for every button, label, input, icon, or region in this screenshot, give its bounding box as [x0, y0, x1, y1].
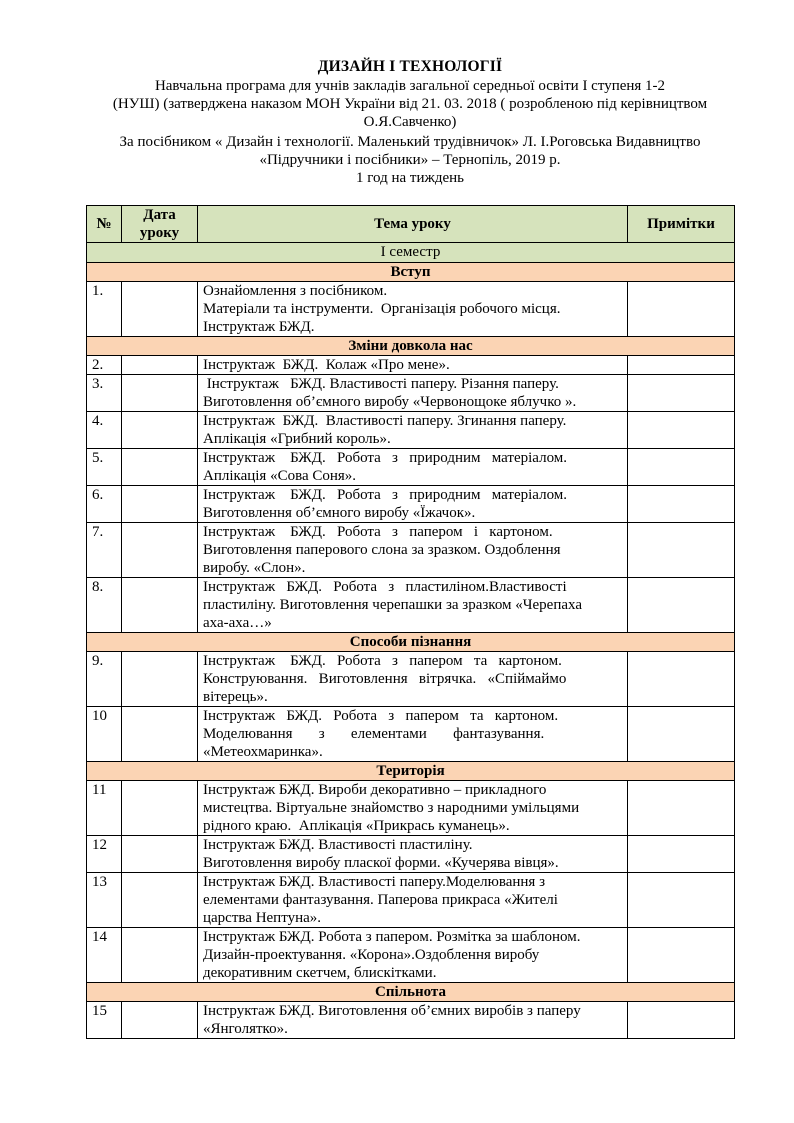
lesson-number: 1. — [87, 282, 122, 337]
lesson-topic-line: виробу. «Слон». — [203, 560, 306, 576]
lesson-notes-cell — [628, 523, 735, 578]
lesson-date-cell — [122, 449, 198, 486]
lesson-notes-cell — [628, 707, 735, 762]
lesson-topic-line: «Метеохмаринка». — [203, 744, 323, 760]
lesson-topic-line: Інструктаж БЖД. Робота з папером та картоном. — [203, 653, 562, 669]
lesson-date-cell — [122, 578, 198, 633]
lesson-row — [87, 523, 735, 578]
lesson-notes-cell — [628, 282, 735, 337]
lesson-topic-line: Інструктаж БЖД. Робота з папером та картоном. — [203, 708, 559, 724]
lesson-date-cell — [122, 282, 198, 337]
lesson-date-cell — [122, 652, 198, 707]
lesson-number: 5. — [87, 449, 122, 486]
lesson-notes-cell — [628, 578, 735, 633]
lesson-notes-cell — [628, 375, 735, 412]
lesson-topic-line: царства Нептуна». — [203, 910, 322, 926]
lesson-number: 11 — [87, 781, 122, 836]
lesson-topic-line: елементами фантазування. Паперова прикраса «Жителі — [203, 892, 558, 908]
section-row — [87, 633, 735, 652]
semester-row — [87, 243, 735, 263]
lesson-notes-cell — [628, 836, 735, 873]
lesson-number: 7. — [87, 523, 122, 578]
lesson-topic-line: Інструктаж БЖД. Властивості пластиліну. — [203, 837, 473, 853]
lesson-notes-cell — [628, 873, 735, 928]
document-title: ДИЗАЙН І ТЕХНОЛОГІЇ — [317, 58, 503, 75]
lesson-topic-line: мистецтва. Віртуальне знайомство з народними умільцями — [203, 800, 580, 816]
lesson-date-cell — [122, 781, 198, 836]
section-title: Вступ — [87, 263, 735, 282]
program-line-2: (НУШ) (затверджена наказом МОН України від 21. 03. 2018 ( розробленою під керівництвом — [112, 96, 708, 112]
lesson-number: 9. — [87, 652, 122, 707]
lesson-number: 15 — [87, 1002, 122, 1039]
lesson-topic-line: Інструктаж БЖД. Робота з природним матеріалом. — [203, 487, 568, 503]
section-title: Зміни довкола нас — [87, 337, 735, 356]
section-row — [87, 762, 735, 781]
textbook-line-1: За посібником « Дизайн і технології. Маленький трудівничок» Л. І.Роговська Видавництво — [119, 134, 701, 150]
lesson-date-cell — [122, 486, 198, 523]
lesson-row — [87, 781, 735, 836]
header-number: № — [87, 206, 122, 243]
lesson-topic — [198, 375, 628, 412]
lesson-row — [87, 412, 735, 449]
lesson-number: 4. — [87, 412, 122, 449]
header-topic: Тема уроку — [198, 206, 628, 243]
section-title: Територія — [87, 762, 735, 781]
lesson-topic-line: Аплікація «Сова Соня». — [203, 468, 357, 484]
lesson-topic — [198, 781, 628, 836]
lesson-topic-line: вітерець». — [203, 689, 268, 705]
section-title: Способи пізнання — [87, 633, 735, 652]
lesson-topic-line: Інструктаж БЖД. Властивості паперу. Різання паперу. — [203, 376, 559, 392]
lesson-date-cell — [122, 707, 198, 762]
lesson-notes-cell — [628, 412, 735, 449]
lesson-notes-cell — [628, 652, 735, 707]
lesson-number: 2. — [87, 356, 122, 375]
lesson-number: 14 — [87, 928, 122, 983]
program-line-3: О.Я.Савченко) — [363, 114, 457, 130]
lesson-topic-line: рідного краю. Аплікація «Прикрась куманець». — [203, 818, 510, 834]
semester-label: І семестр — [87, 243, 735, 263]
lesson-plan-table — [86, 205, 735, 1039]
lesson-number: 3. — [87, 375, 122, 412]
program-line-1: Навчальна програма для учнів закладів загальної середньої освіти І ступеня 1-2 — [154, 78, 666, 94]
textbook-line-2: «Підручники і посібники» – Тернопіль, 2019 р. — [259, 152, 561, 168]
lesson-topic — [198, 652, 628, 707]
lesson-date-cell — [122, 836, 198, 873]
lesson-notes-cell — [628, 781, 735, 836]
hours-per-week: 1 год на тиждень — [355, 170, 465, 186]
lesson-topic — [198, 1002, 628, 1039]
lesson-topic-line: Ознайомлення з посібником. — [203, 283, 388, 299]
lesson-topic-line: Матеріали та інструменти. Організація робочого місця. — [203, 301, 561, 317]
lesson-topic-line: Конструювання. Виготовлення вітрячка. «Спіймаймо — [203, 671, 567, 687]
lesson-date-cell — [122, 523, 198, 578]
lesson-topic — [198, 836, 628, 873]
lesson-topic-line: Виготовлення виробу пласкої форми. «Кучерява вівця». — [203, 855, 559, 871]
lesson-date-cell — [122, 412, 198, 449]
lesson-topic — [198, 873, 628, 928]
lesson-row — [87, 486, 735, 523]
lesson-topic — [198, 928, 628, 983]
lesson-topic-line: Інструктаж БЖД. Робота з папером і картоном. — [203, 524, 553, 540]
lesson-topic-line: Моделювання з елементами фантазування. — [203, 726, 545, 742]
lesson-row — [87, 652, 735, 707]
lesson-number: 12 — [87, 836, 122, 873]
lesson-topic-line: Інструктаж БЖД. — [203, 319, 315, 335]
lesson-row — [87, 578, 735, 633]
lesson-notes-cell — [628, 1002, 735, 1039]
lesson-date-cell — [122, 928, 198, 983]
lesson-row — [87, 707, 735, 762]
lesson-topic-line: Дизайн-проектування. «Корона».Оздоблення виробу — [203, 947, 540, 963]
table-header-row — [87, 206, 735, 243]
lesson-topic-line: Інструктаж БЖД. Робота з папером. Розмітка за шаблоном. — [203, 929, 581, 945]
lesson-notes-cell — [628, 928, 735, 983]
lesson-notes-cell — [628, 356, 735, 375]
lesson-topic-line: Виготовлення об’ємного виробу «Червонощоке яблучко ». — [203, 394, 577, 410]
section-title: Спільнота — [87, 983, 735, 1002]
header-notes: Примітки — [628, 206, 735, 243]
lesson-topic-line: Інструктаж БЖД. Властивості паперу.Моделювання з — [203, 874, 546, 890]
header-date: Дата уроку — [122, 206, 198, 243]
lesson-number: 13 — [87, 873, 122, 928]
lesson-topic-line: Інструктаж БЖД. Колаж «Про мене». — [203, 357, 450, 373]
lesson-topic — [198, 523, 628, 578]
lesson-notes-cell — [628, 486, 735, 523]
lesson-number: 8. — [87, 578, 122, 633]
lesson-topic-line: «Янголятко». — [203, 1021, 288, 1037]
lesson-notes-cell — [628, 449, 735, 486]
lesson-topic — [198, 282, 628, 337]
lesson-topic-line: Інструктаж БЖД. Вироби декоративно – прикладного — [203, 782, 547, 798]
lesson-row — [87, 928, 735, 983]
lesson-number: 6. — [87, 486, 122, 523]
lesson-topic-line: Виготовлення об’ємного виробу «Їжачок». — [203, 505, 476, 521]
lesson-number: 10 — [87, 707, 122, 762]
lesson-row — [87, 836, 735, 873]
section-row — [87, 337, 735, 356]
lesson-topic-line: Інструктаж БЖД. Робота з пластиліном.Властивості — [203, 579, 567, 595]
lesson-topic — [198, 412, 628, 449]
lesson-topic-line: декоративним скетчем, блискітками. — [203, 965, 437, 981]
lesson-topic — [198, 449, 628, 486]
lesson-topic — [198, 356, 628, 375]
lesson-topic — [198, 707, 628, 762]
lesson-topic-line: Аплікація «Грибний король». — [203, 431, 391, 447]
lesson-topic — [198, 578, 628, 633]
lesson-topic-line: пластиліну. Виготовлення черепашки за зразком «Черепаха — [203, 597, 582, 613]
lesson-date-cell — [122, 873, 198, 928]
lesson-topic — [198, 486, 628, 523]
lesson-topic-line: Інструктаж БЖД. Робота з природним матеріалом. — [203, 450, 568, 466]
lesson-row — [87, 356, 735, 375]
section-row — [87, 983, 735, 1002]
lesson-topic-line: Інструктаж БЖД. Властивості паперу. Згинання паперу. — [203, 413, 567, 429]
lesson-row — [87, 375, 735, 412]
lesson-topic-line: Виготовлення паперового слона за зразком. Оздоблення — [203, 542, 561, 558]
lesson-date-cell — [122, 1002, 198, 1039]
lesson-row — [87, 449, 735, 486]
lesson-row — [87, 1002, 735, 1039]
lesson-date-cell — [122, 356, 198, 375]
section-row — [87, 263, 735, 282]
lesson-row — [87, 873, 735, 928]
lesson-topic-line: аха-аха…» — [203, 615, 272, 631]
lesson-row — [87, 282, 735, 337]
lesson-topic-line: Інструктаж БЖД. Виготовлення об’ємних виробів з паперу — [203, 1003, 581, 1019]
lesson-date-cell — [122, 375, 198, 412]
